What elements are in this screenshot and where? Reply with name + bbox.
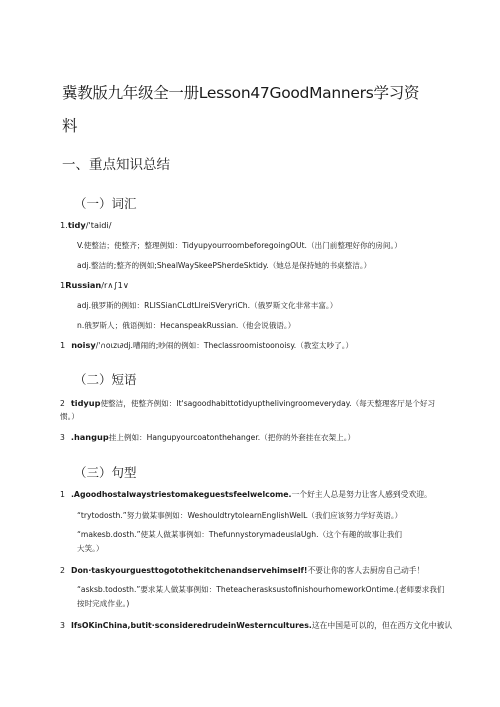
phrase-entry-hang-up: [60, 432, 460, 443]
document-title-line-2: 料: [62, 117, 78, 135]
entry-definition: 使整洁，使整齐例如：It'sagoodhabittotidyupthelivingroomeveryday.（每天整理客厅是个好习惯。）: [60, 399, 436, 421]
entry-number: 1.: [60, 220, 68, 230]
entry-word: noisy: [71, 340, 96, 350]
subheading-vocabulary: （一）词汇: [74, 196, 137, 211]
entry-phonetic: /'taidi/: [85, 220, 112, 230]
sentence-2-note-1: “asksb.todosth.”要求某人做某事例如：TheteacherasksustofinishourhomeworkOntime.(老师要求我们按时完成作业。): [77, 585, 445, 608]
document-title-line-1: 冀教版九年级全一册Lesson47GoodManners学习资: [62, 84, 420, 102]
entry-phrase: .hangup: [70, 432, 109, 442]
entry-number: 3: [60, 433, 65, 442]
entry-phonetic: /r∧∫1∨: [101, 280, 129, 290]
entry-number: 1: [60, 280, 66, 290]
entry-definition: /'∩oιzι∂dj.嘈闹的;吵闹的例如：Theclassroomistoonoisy.（教室太吵了。）: [95, 341, 354, 350]
sentence-entry-3: [60, 620, 460, 631]
section-heading-key-points: 一、重点知识总结: [62, 157, 170, 173]
vocab-entry-noisy: [60, 340, 460, 351]
subheading-sentence-patterns: （三）句型: [74, 465, 137, 480]
entry-definition: 挂上例如：Hangupyourcoatonthehanger.（把你的外套挂在衣架上。）: [108, 433, 356, 442]
entry-number: 2: [60, 566, 65, 575]
entry-number: 3: [60, 621, 65, 630]
entry-sentence: .Agoodhostalwaystriestomakeguestsfeelwelcome.: [70, 490, 292, 499]
phrase-entry-tidy-up: [60, 397, 448, 423]
entry-translation: 这在中国是可以的，但在西方文化中被认: [311, 621, 453, 630]
entry-sentence: IfsOKinChina,butit·sconsideredrudeinWesterncultures.: [70, 621, 312, 630]
entry-word: Russian: [65, 280, 102, 290]
entry-number: 1: [60, 490, 65, 499]
vocab-russian-noun-def: n.俄罗斯人；俄语例如：HecanspeakRussian.（他会说俄语。）: [77, 321, 296, 330]
entry-number: 1: [60, 340, 66, 350]
vocab-tidy-verb-def: V.使整洁；使整齐；整理例如：TidyupyourroombeforegoingOUt.（出门前整理好你的房间。）: [77, 241, 402, 250]
entry-translation: 一个好主人总是努力让客人感到受欢迎。: [291, 490, 432, 499]
entry-word: tidy: [67, 220, 86, 230]
entry-translation: 不要让你的客人去厨房自己动手！: [307, 566, 425, 575]
vocab-tidy-adj-def: adj.整洁的;整齐的例如;ShealWaySkeePSherdeSktidy.（她总是保持她的书桌整洁。）: [77, 261, 372, 270]
vocab-entry-tidy: [60, 220, 460, 231]
sentence-entry-1: [60, 489, 460, 500]
subheading-phrases: （二）短语: [74, 372, 137, 387]
sentence-1-note-2: “makesb.dosth.”使某人做某事例如：ThefunnystorymadeuslaUgh.（这个有趣的故事让我们大笑。）: [77, 530, 403, 553]
sentence-entry-2: [60, 565, 460, 576]
sentence-1-note-1: “trytodosth.”努力做某事例如：WeshouldtrytolearnEnglishWelL（我们应该努力学好英语。）: [77, 511, 403, 520]
entry-phrase: tidyup: [70, 398, 101, 408]
entry-number: 2: [60, 399, 65, 408]
entry-sentence: Don·taskyourguesttogotothekitchenandservehimself!: [70, 566, 308, 575]
vocab-russian-adj-def: adj.俄罗斯的例如：RLISSianCLdtLlreiSVeryriCh.（俄罗斯文化非常丰富。）: [77, 301, 338, 310]
vocab-entry-russian: [60, 280, 460, 291]
